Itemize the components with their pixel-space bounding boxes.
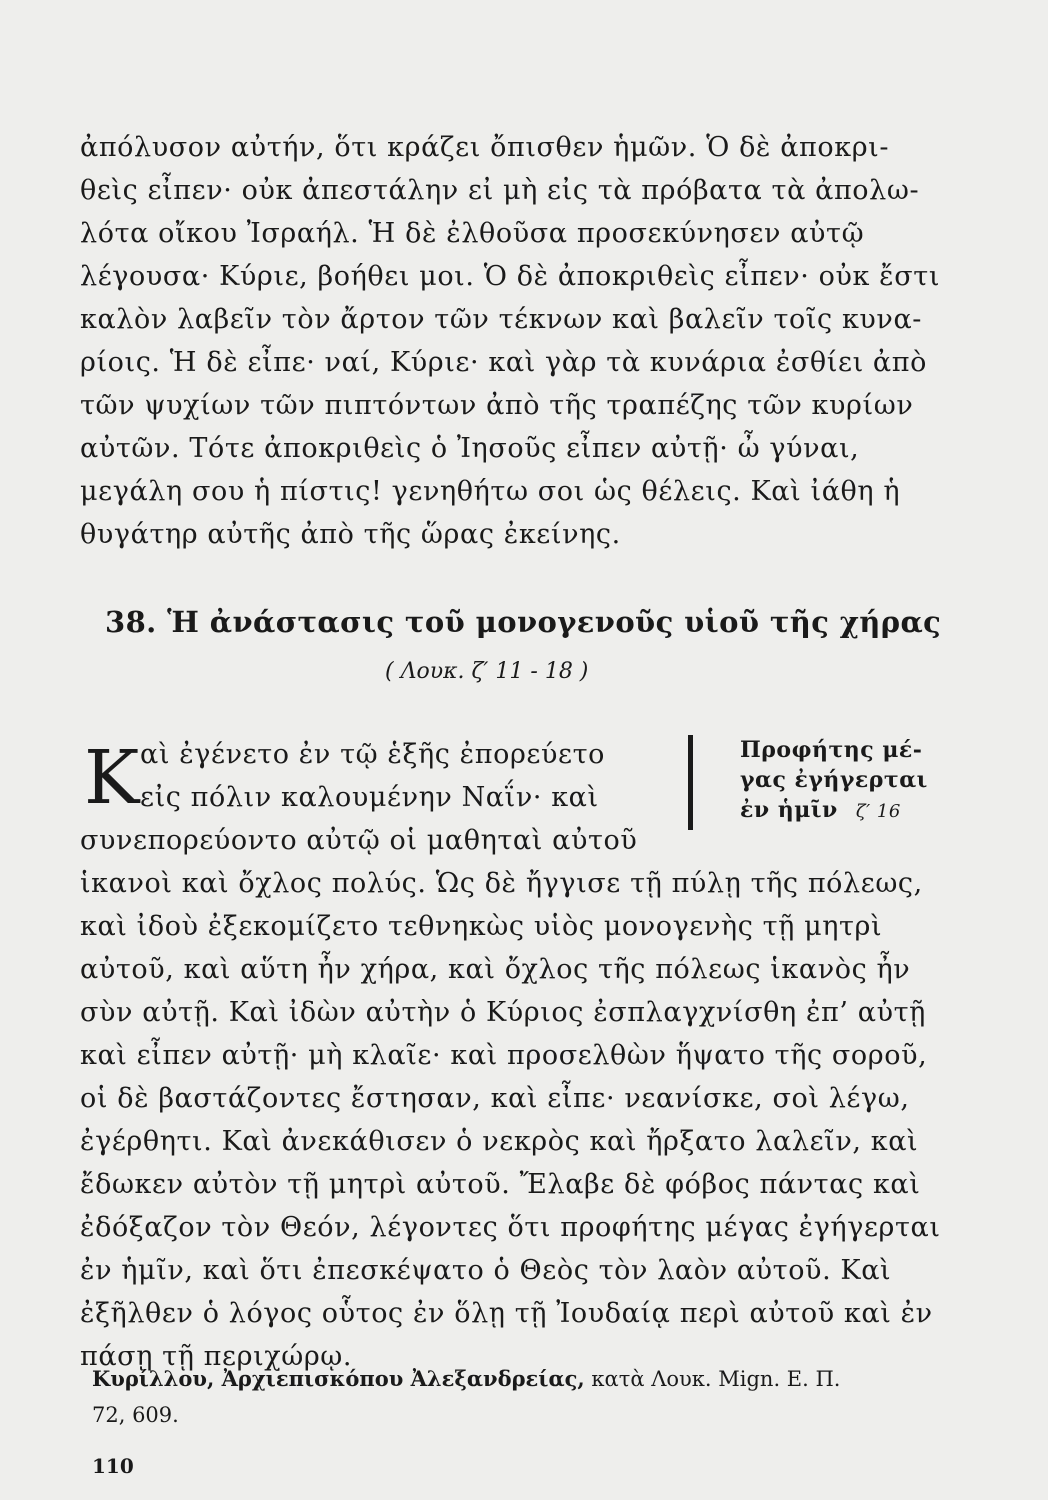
vertical-rule <box>688 735 693 830</box>
text-line: καλὸν λαβεῖν τὸν ἄρτον τῶν τέκνων καὶ βαλεῖν τοῖς κυνα- <box>80 304 922 335</box>
side-note-line: γας ἐγήγερται <box>740 767 928 793</box>
text-line: καὶ εἶπεν αὐτῇ· μὴ κλαῖε· καὶ προσελθὼν ἥψατο τῆς σοροῦ, <box>80 1040 928 1071</box>
scripture-reference: ( Λουκ. ζ′ 11 - 18 ) <box>385 659 589 684</box>
text-line: ἔδωκεν αὐτὸν τῇ μητρὶ αὐτοῦ. Ἔλαβε δὲ φόβος πάντας καὶ <box>80 1169 921 1200</box>
text-line: καὶ ἰδοὺ ἐξεκομίζετο τεθνηκὼς υἱὸς μονογενὴς τῇ μητρὶ <box>80 911 883 942</box>
source-volume: 72, 609. <box>92 1403 179 1427</box>
source-citation <box>92 1362 840 1396</box>
text-line: οἱ δὲ βαστάζοντες ἔστησαν, καὶ εἶπε· νεανίσκε, σοὶ λέγω, <box>80 1083 910 1114</box>
side-note <box>740 735 965 827</box>
text-line: ἀπόλυσον αὐτήν, ὅτι κράζει ὄπισθεν ἡμῶν. Ὁ δὲ ἀποκρι- <box>80 132 890 163</box>
text-line: ἐξῆλθεν ὁ λόγος οὗτος ἐν ὅλῃ τῇ Ἰουδαίᾳ περὶ αὐτοῦ καὶ ἐν <box>80 1298 933 1329</box>
source-work: κατὰ Λουκ. Mign. Ε. Π. <box>591 1367 841 1391</box>
text-line: συνεπορεύοντο αὐτῷ οἱ μαθηταὶ αὐτοῦ <box>80 825 638 856</box>
text-line: μεγάλη σου ἡ πίστις! γενηθήτω σοι ὡς θέλεις. Καὶ ἰάθη ἡ <box>80 476 901 507</box>
text-line: τῶν ψυχίων τῶν πιπτόντων ἀπὸ τῆς τραπέζης τῶν κυρίων <box>80 390 914 421</box>
text-line: λότα οἴκου Ἰσραήλ. Ἡ δὲ ἐλθοῦσα προσεκύνησεν αὐτῷ <box>80 218 865 249</box>
drop-cap-letter: Κ <box>84 735 140 821</box>
text-line: σὺν αὐτῇ. Καὶ ἰδὼν αὐτὴν ὁ Κύριος ἐσπλαγχνίσθη ἐπ’ αὐτῇ <box>80 997 926 1028</box>
text-line: εἰς πόλιν καλουμένην Ναΐν· καὶ <box>140 782 599 813</box>
text-line: ἐν ἡμῖν, καὶ ὅτι ἐπεσκέψατο ὁ Θεὸς τὸν λαὸν αὐτοῦ. Καὶ <box>80 1255 892 1286</box>
page-number: 110 <box>92 1454 134 1478</box>
text-line: αὶ ἐγένετο ἐν τῷ ἑξῆς ἐπορεύετο <box>140 739 605 770</box>
source-author: Κυρίλλου, Ἀρχιεπισκόπου Ἀλεξανδρείας, <box>92 1366 585 1391</box>
text-line: πάσῃ τῇ περιχώρῳ. <box>80 1341 353 1372</box>
text-line: ρίοις. Ἡ δὲ εἶπε· ναί, Κύριε· καὶ γὰρ τὰ κυνάρια ἐσθίει ἀπὸ <box>80 347 927 378</box>
text-line: ἐγέρθητι. Καὶ ἀνεκάθισεν ὁ νεκρὸς καὶ ἤρξατο λαλεῖν, καὶ <box>80 1126 919 1157</box>
text-line: λέγουσα· Κύριε, βοήθει μοι. Ὁ δὲ ἀποκριθεὶς εἶπεν· οὐκ ἔστι <box>80 261 941 292</box>
section-heading: 38. Ἡ ἀνάστασις τοῦ μονογενοῦς υἱοῦ τῆς χήρας <box>105 605 942 639</box>
text-line: θεὶς εἶπεν· οὐκ ἀπεστάλην εἰ μὴ εἰς τὰ πρόβατα τὰ ἀπολω- <box>80 175 920 206</box>
side-note-line: Προφήτης μέ- <box>740 737 923 763</box>
text-line: ἐδόξαζον τὸν Θεόν, λέγοντες ὅτι προφήτης μέγας ἐγήγερται <box>80 1212 941 1243</box>
side-note-reference: ζ′ 16 <box>855 801 901 822</box>
text-line: θυγάτηρ αὐτῆς ἀπὸ τῆς ὥρας ἐκείνης. <box>80 519 621 550</box>
text-line: ἱκανοὶ καὶ ὄχλος πολύς. Ὡς δὲ ἤγγισε τῇ πύλῃ τῆς πόλεως, <box>80 868 923 899</box>
side-note-text: ἐν ἡμῖν <box>740 797 838 823</box>
text-line: αὐτῶν. Τότε ἀποκριθεὶς ὁ Ἰησοῦς εἶπεν αὐτῇ· ὦ γύναι, <box>80 433 860 464</box>
text-line: αὐτοῦ, καὶ αὕτη ἦν χήρα, καὶ ὄχλος τῆς πόλεως ἱκανὸς ἦν <box>80 954 911 985</box>
